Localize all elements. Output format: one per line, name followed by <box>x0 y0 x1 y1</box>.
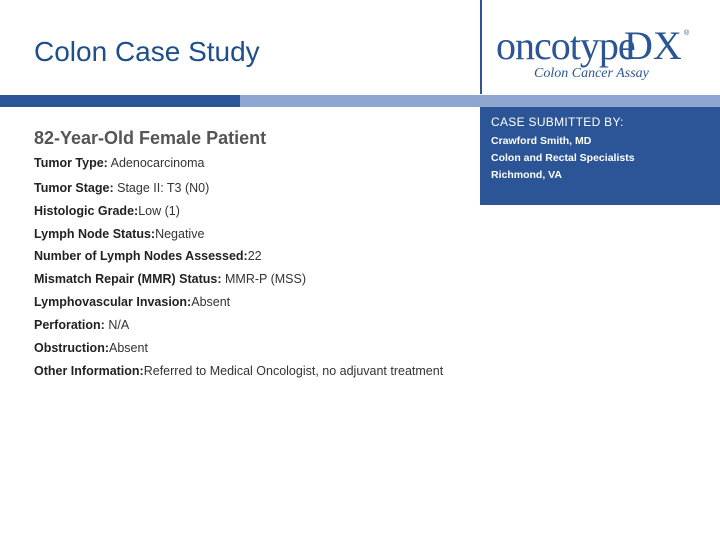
oncotype-dx-logo <box>496 23 696 88</box>
field-value: Stage II: T3 (N0) <box>113 181 210 195</box>
field-perforation <box>34 318 129 332</box>
field-value: Low (1) <box>138 204 180 218</box>
field-value: 22 <box>247 249 262 263</box>
header-bar-light <box>240 95 720 107</box>
field-label: Histologic Grade: <box>34 204 139 218</box>
field-value: Referred to Medical Oncologist, no adjuvant treatment <box>143 364 444 378</box>
submitter-practice: Colon and Rectal Specialists <box>491 152 635 164</box>
field-label: Perforation: <box>34 318 105 332</box>
field-value: Negative <box>155 227 205 241</box>
logo-registered-mark: ® <box>684 30 690 37</box>
field-label: Number of Lymph Nodes Assessed: <box>34 249 248 263</box>
field-label: Tumor Type: <box>34 156 108 170</box>
logo-dx-text: DX <box>624 23 682 68</box>
submitted-by-header: CASE SUBMITTED BY: <box>491 115 624 129</box>
field-label: Lymph Node Status: <box>34 227 156 241</box>
field-other-information <box>34 364 443 378</box>
field-value: Absent <box>191 295 231 309</box>
page-title: Colon Case Study <box>34 36 260 67</box>
field-lymph-node-status <box>34 227 204 241</box>
patient-heading: 82-Year-Old Female Patient <box>34 128 267 148</box>
field-label: Lymphovascular Invasion: <box>34 295 192 309</box>
submitter-name: Crawford Smith, MD <box>491 135 592 147</box>
field-label: Other Information: <box>34 364 144 378</box>
header-divider <box>480 0 482 94</box>
field-tumor-type <box>34 156 204 170</box>
field-value: N/A <box>104 318 130 332</box>
field-mmr-status <box>34 272 306 286</box>
logo-tagline: Colon Cancer Assay <box>534 66 649 81</box>
field-lymphovascular-invasion <box>34 295 230 309</box>
field-label: Mismatch Repair (MMR) Status: <box>34 272 222 286</box>
field-label: Obstruction: <box>34 341 109 355</box>
logo-brand-text: oncotype <box>496 23 635 68</box>
field-obstruction <box>34 341 148 355</box>
field-value: MMR-P (MSS) <box>221 272 307 286</box>
field-value: Absent <box>109 341 148 355</box>
field-tumor-stage <box>34 181 209 195</box>
field-histologic-grade <box>34 204 180 218</box>
header-bar-dark <box>0 95 240 107</box>
field-value: Adenocarcinoma <box>107 156 205 170</box>
field-label: Tumor Stage: <box>34 181 114 195</box>
submitted-by-panel <box>480 107 720 205</box>
field-lymph-nodes-assessed <box>34 249 262 263</box>
submitter-location: Richmond, VA <box>491 169 562 181</box>
